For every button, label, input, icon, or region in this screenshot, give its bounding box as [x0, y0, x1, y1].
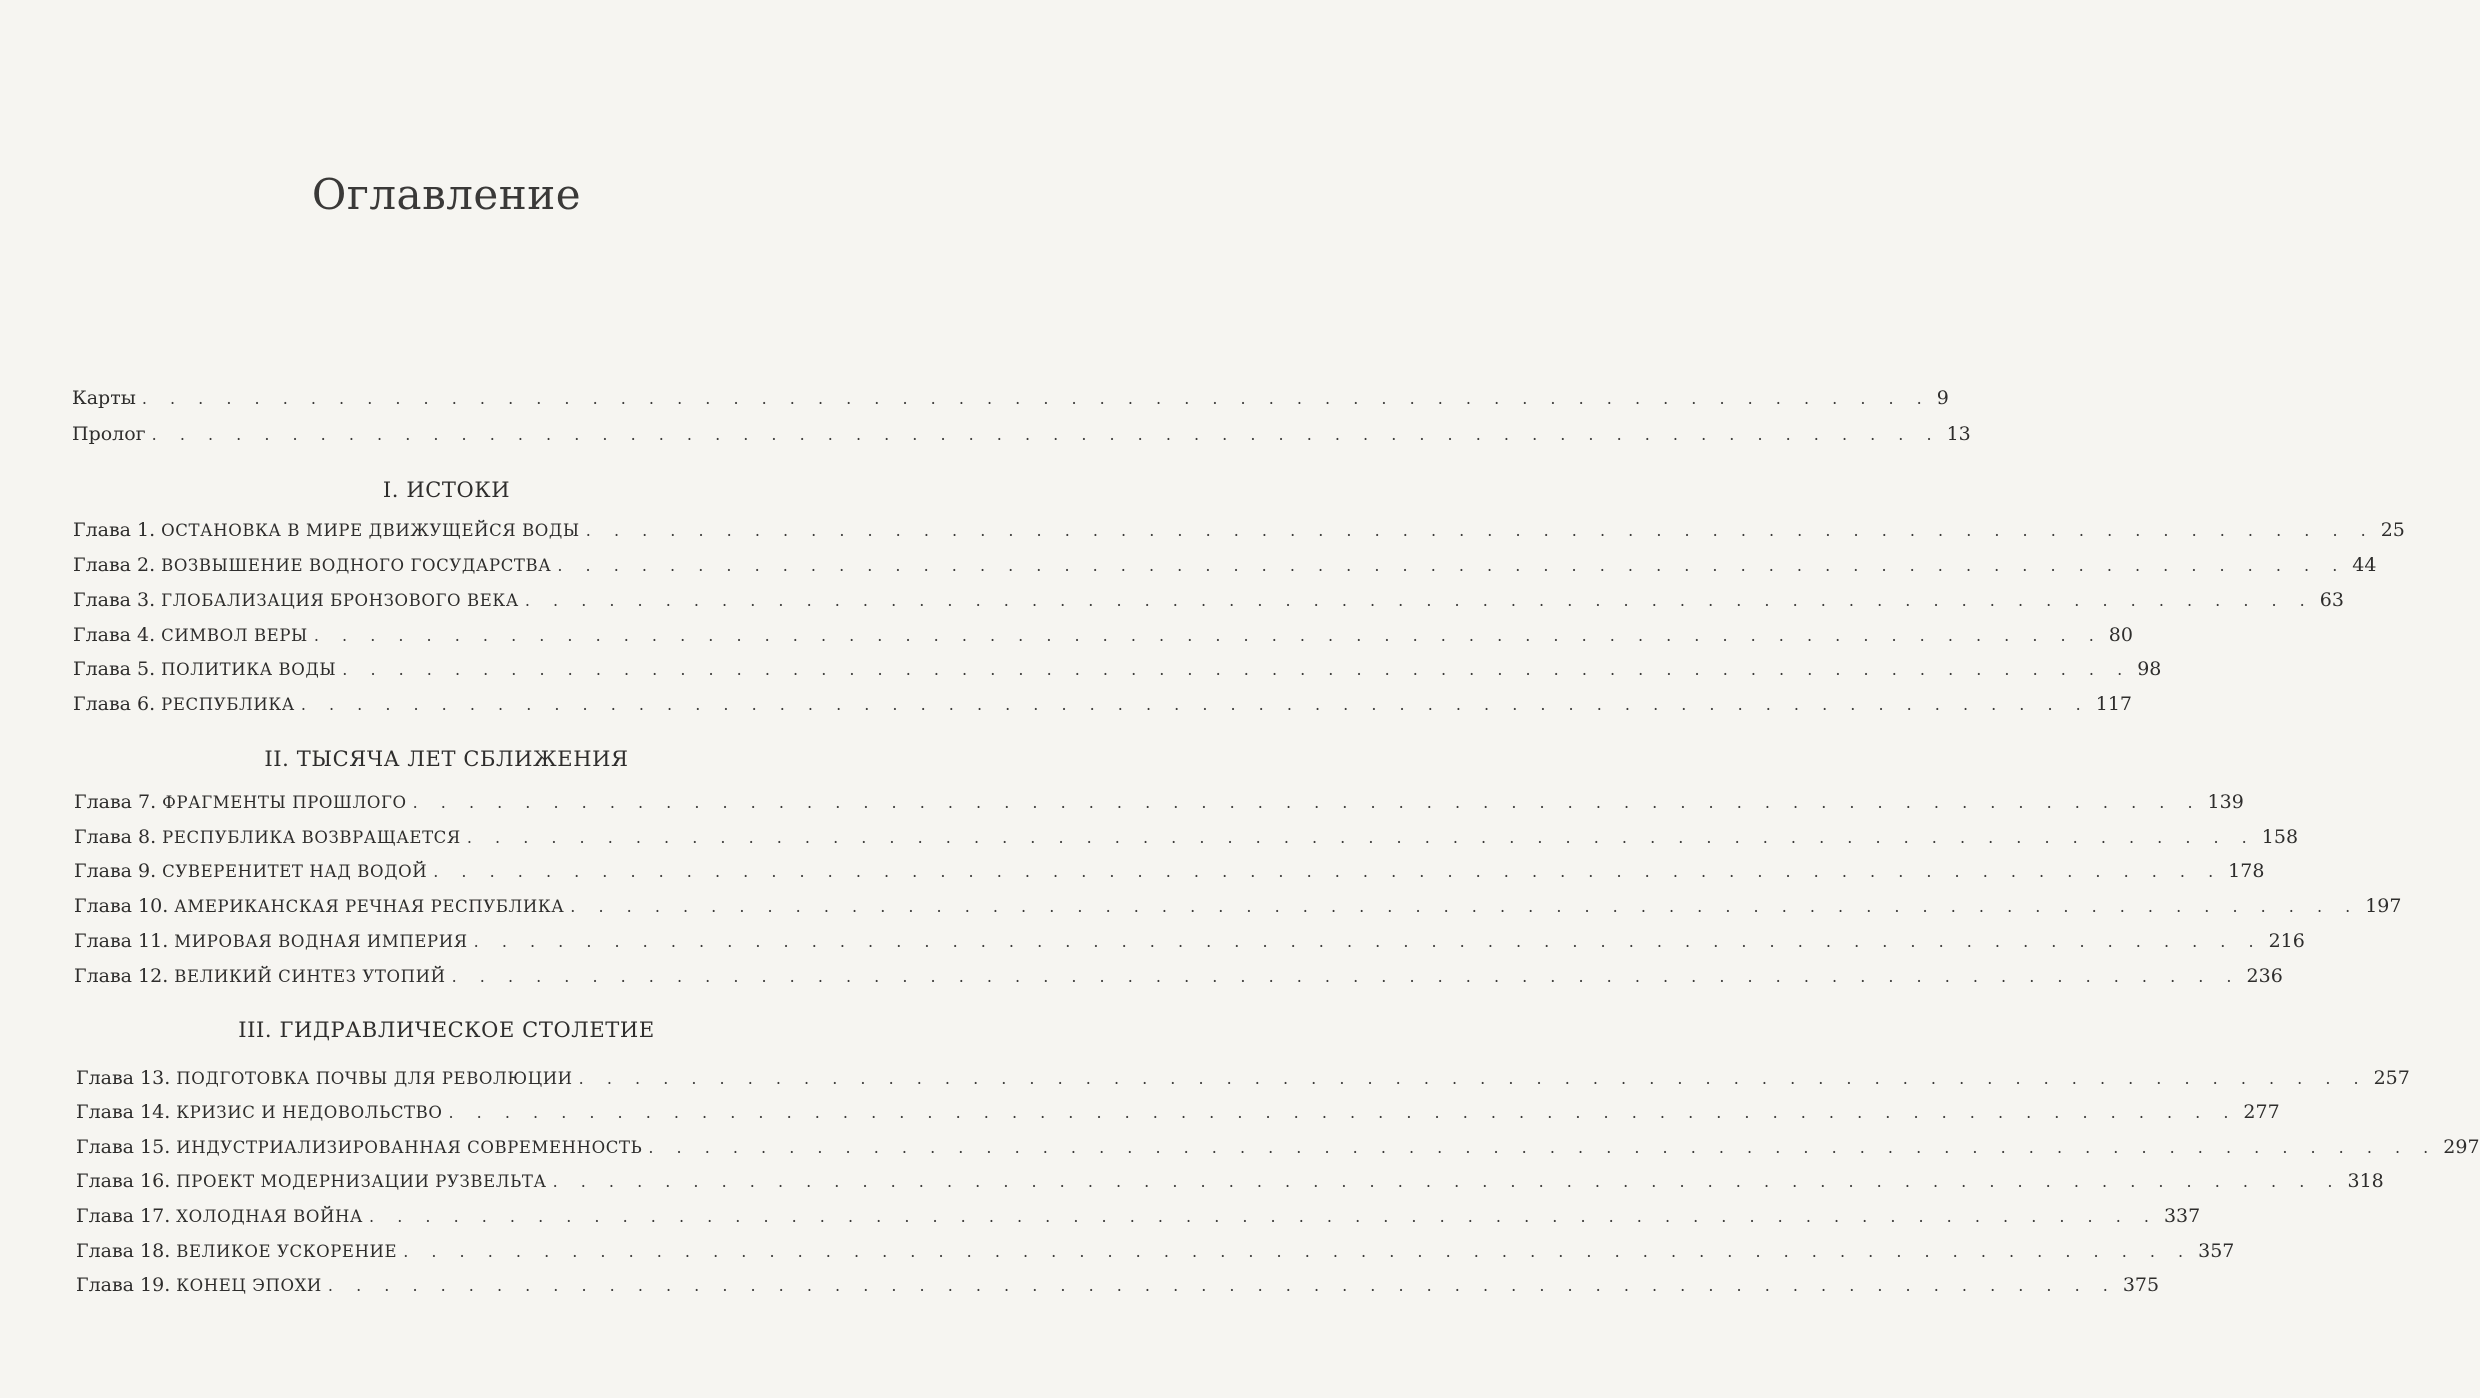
chapter-number: Глава 19. — [76, 1274, 171, 1296]
page-title: Оглавление — [311, 170, 582, 219]
toc-entry-chapter — [76, 1203, 2201, 1229]
section-heading: II. ТЫСЯЧА ЛЕТ СБЛИЖЕНИЯ — [264, 747, 629, 771]
leader-dots: . . . . . . . . . . . . . . . . . . . . . . . . . . . . . . . . . . . . . . . . . . . . . . . . . . . . . . . . . . . . . . . . — [557, 556, 2347, 575]
chapter-number: Глава 10. — [74, 895, 169, 917]
toc-entry-chapter — [74, 824, 2299, 850]
entry-page-number: 25 — [2380, 519, 2405, 541]
entry-page-number: 357 — [2198, 1240, 2235, 1262]
toc-entry-chapter — [73, 517, 2405, 543]
chapter-number: Глава 3. — [73, 589, 156, 611]
section-heading: III. ГИДРАВЛИЧЕСКОЕ СТОЛЕТИЕ — [238, 1018, 655, 1042]
toc-entry-chapter — [73, 622, 2133, 648]
toc-entry-prologue — [72, 421, 1971, 447]
chapter-title: СИМВОЛ ВЕРЫ — [161, 626, 308, 645]
toc-entry-chapter — [76, 1134, 2480, 1160]
toc-entry-chapter — [76, 1065, 2410, 1091]
chapter-title: ПОДГОТОВКА ПОЧВЫ ДЛЯ РЕВОЛЮЦИИ — [176, 1069, 573, 1088]
entry-label: Карты — [72, 387, 136, 409]
leader-dots: . . . . . . . . . . . . . . . . . . . . . . . . . . . . . . . . . . . . . . . . . . . . . . . . . . . . . . . . . . . . . . . . — [313, 626, 2103, 645]
leader-dots: . . . . . . . . . . . . . . . . . . . . . . . . . . . . . . . . . . . . . . . . . . . . . . . . . . . . . . . . . . . . . . . . — [448, 1103, 2238, 1122]
toc-entry-chapter — [74, 928, 2305, 954]
leader-dots: . . . . . . . . . . . . . . . . . . . . . . . . . . . . . . . . . . . . . . . . . . . . . . . . . . . . . . . . . . . . . . . . — [151, 425, 1941, 444]
chapter-number: Глава 7. — [74, 791, 157, 813]
chapter-number: Глава 2. — [73, 554, 156, 576]
chapter-title: РЕСПУБЛИКА — [161, 695, 295, 714]
chapter-number: Глава 5. — [73, 658, 156, 680]
chapter-title: ВЕЛИКОЕ УСКОРЕНИЕ — [176, 1242, 398, 1261]
chapter-title: КРИЗИС И НЕДОВОЛЬСТВО — [176, 1103, 443, 1122]
toc-entry-chapter — [74, 789, 2244, 815]
leader-dots: . . . . . . . . . . . . . . . . . . . . . . . . . . . . . . . . . . . . . . . . . . . . . . . . . . . . . . . . . . . . . . . . — [570, 897, 2360, 916]
chapter-title: ХОЛОДНАЯ ВОЙНА — [176, 1207, 364, 1226]
leader-dots: . . . . . . . . . . . . . . . . . . . . . . . . . . . . . . . . . . . . . . . . . . . . . . . . . . . . . . . . . . . . . . . . — [585, 521, 2375, 540]
chapter-title: ВОЗВЫШЕНИЕ ВОДНОГО ГОСУДАРСТВА — [161, 556, 552, 575]
toc-entry-chapter — [76, 1168, 2384, 1194]
entry-page-number: 337 — [2163, 1205, 2201, 1227]
entry-page-number: 375 — [2122, 1274, 2160, 1296]
entry-label: Пролог — [72, 423, 146, 445]
toc-entry-maps — [72, 385, 1949, 411]
leader-dots: . . . . . . . . . . . . . . . . . . . . . . . . . . . . . . . . . . . . . . . . . . . . . . . . . . . . . . . . . . . . . . . . — [412, 793, 2202, 812]
leader-dots: . . . . . . . . . . . . . . . . . . . . . . . . . . . . . . . . . . . . . . . . . . . . . . . . . . . . . . . . . . . . . . . . — [369, 1207, 2158, 1226]
leader-dots: . . . . . . . . . . . . . . . . . . . . . . . . . . . . . . . . . . . . . . . . . . . . . . . . . . . . . . . . . . . . . . . . — [578, 1069, 2368, 1088]
chapter-title: ПРОЕКТ МОДЕРНИЗАЦИИ РУЗВЕЛЬТА — [176, 1172, 547, 1191]
chapter-number: Глава 8. — [74, 826, 157, 848]
leader-dots: . . . . . . . . . . . . . . . . . . . . . . . . . . . . . . . . . . . . . . . . . . . . . . . . . . . . . . . . . . . . . . . . — [466, 828, 2256, 847]
toc-entry-chapter — [76, 1238, 2235, 1264]
toc-entry-chapter — [74, 963, 2283, 989]
entry-page-number: 236 — [2246, 965, 2283, 987]
entry-page-number: 197 — [2365, 895, 2402, 917]
entry-page-number: 9 — [1936, 387, 1949, 409]
chapter-number: Глава 15. — [76, 1136, 171, 1158]
chapter-number: Глава 14. — [76, 1101, 171, 1123]
chapter-title: ИНДУСТРИАЛИЗИРОВАННАЯ СОВРЕМЕННОСТЬ — [176, 1138, 643, 1157]
entry-page-number: 178 — [2228, 860, 2265, 882]
leader-dots: . . . . . . . . . . . . . . . . . . . . . . . . . . . . . . . . . . . . . . . . . . . . . . . . . . . . . . . . . . . . . . . . — [552, 1172, 2342, 1191]
entry-page-number: 216 — [2268, 930, 2305, 952]
leader-dots: . . . . . . . . . . . . . . . . . . . . . . . . . . . . . . . . . . . . . . . . . . . . . . . . . . . . . . . . . . . . . . . . — [327, 1276, 2117, 1295]
leader-dots: . . . . . . . . . . . . . . . . . . . . . . . . . . . . . . . . . . . . . . . . . . . . . . . . . . . . . . . . . . . . . . . . — [433, 862, 2223, 881]
entry-page-number: 13 — [1946, 423, 1971, 445]
entry-page-number: 257 — [2373, 1067, 2410, 1089]
toc-entry-chapter — [74, 858, 2265, 884]
entry-page-number: 139 — [2207, 791, 2244, 813]
chapter-number: Глава 13. — [76, 1067, 171, 1089]
entry-page-number: 297 — [2443, 1136, 2480, 1158]
chapter-title: КОНЕЦ ЭПОХИ — [176, 1276, 322, 1295]
entry-page-number: 63 — [2319, 589, 2344, 611]
entry-page-number: 80 — [2108, 624, 2133, 646]
toc-entry-chapter — [76, 1099, 2280, 1125]
leader-dots: . . . . . . . . . . . . . . . . . . . . . . . . . . . . . . . . . . . . . . . . . . . . . . . . . . . . . . . . . . . . . . . . — [473, 932, 2263, 951]
leader-dots: . . . . . . . . . . . . . . . . . . . . . . . . . . . . . . . . . . . . . . . . . . . . . . . . . . . . . . . . . . . . . . . . — [451, 967, 2241, 986]
chapter-title: ФРАГМЕНТЫ ПРОШЛОГО — [162, 793, 407, 812]
leader-dots: . . . . . . . . . . . . . . . . . . . . . . . . . . . . . . . . . . . . . . . . . . . . . . . . . . . . . . . . . . . . . . . . — [342, 660, 2132, 679]
chapter-title: РЕСПУБЛИКА ВОЗВРАЩАЕТСЯ — [162, 828, 461, 847]
toc-entry-chapter — [73, 656, 2162, 682]
section-heading: I. ИСТОКИ — [382, 478, 511, 502]
toc-entry-chapter — [74, 893, 2402, 919]
entry-page-number: 117 — [2095, 693, 2132, 715]
chapter-number: Глава 6. — [73, 693, 156, 715]
chapter-title: МИРОВАЯ ВОДНАЯ ИМПЕРИЯ — [174, 932, 468, 951]
toc-entry-chapter — [73, 587, 2344, 613]
entry-page-number: 98 — [2137, 658, 2162, 680]
chapter-title: АМЕРИКАНСКАЯ РЕЧНАЯ РЕСПУБЛИКА — [174, 897, 565, 916]
entry-page-number: 158 — [2261, 826, 2299, 848]
chapter-title: СУВЕРЕНИТЕТ НАД ВОДОЙ — [162, 862, 428, 881]
leader-dots: . . . . . . . . . . . . . . . . . . . . . . . . . . . . . . . . . . . . . . . . . . . . . . . . . . . . . . . . . . . . . . . . — [524, 591, 2314, 610]
entry-page-number: 44 — [2352, 554, 2377, 576]
chapter-number: Глава 11. — [74, 930, 169, 952]
leader-dots: . . . . . . . . . . . . . . . . . . . . . . . . . . . . . . . . . . . . . . . . . . . . . . . . . . . . . . . . . . . . . . . . — [300, 695, 2090, 714]
chapter-number: Глава 12. — [74, 965, 169, 987]
leader-dots: . . . . . . . . . . . . . . . . . . . . . . . . . . . . . . . . . . . . . . . . . . . . . . . . . . . . . . . . . . . . . . . . — [403, 1242, 2193, 1261]
toc-entry-chapter — [73, 691, 2132, 717]
chapter-number: Глава 4. — [73, 624, 156, 646]
chapter-number: Глава 16. — [76, 1170, 171, 1192]
chapter-number: Глава 1. — [73, 519, 156, 541]
toc-entry-chapter — [73, 552, 2377, 578]
chapter-title: ГЛОБАЛИЗАЦИЯ БРОНЗОВОГО ВЕКА — [161, 591, 519, 610]
toc-entry-chapter — [76, 1272, 2160, 1298]
chapter-title: ОСТАНОВКА В МИРЕ ДВИЖУЩЕЙСЯ ВОДЫ — [161, 521, 580, 540]
chapter-number: Глава 9. — [74, 860, 157, 882]
entry-page-number: 318 — [2347, 1170, 2384, 1192]
chapter-number: Глава 17. — [76, 1205, 171, 1227]
chapter-title: ВЕЛИКИЙ СИНТЕЗ УТОПИЙ — [174, 967, 446, 986]
entry-page-number: 277 — [2243, 1101, 2280, 1123]
chapter-number: Глава 18. — [76, 1240, 171, 1262]
leader-dots: . . . . . . . . . . . . . . . . . . . . . . . . . . . . . . . . . . . . . . . . . . . . . . . . . . . . . . . . . . . . . . . . — [141, 389, 1931, 408]
chapter-title: ПОЛИТИКА ВОДЫ — [161, 660, 337, 679]
leader-dots: . . . . . . . . . . . . . . . . . . . . . . . . . . . . . . . . . . . . . . . . . . . . . . . . . . . . . . . . . . . . . . . . — [648, 1138, 2438, 1157]
